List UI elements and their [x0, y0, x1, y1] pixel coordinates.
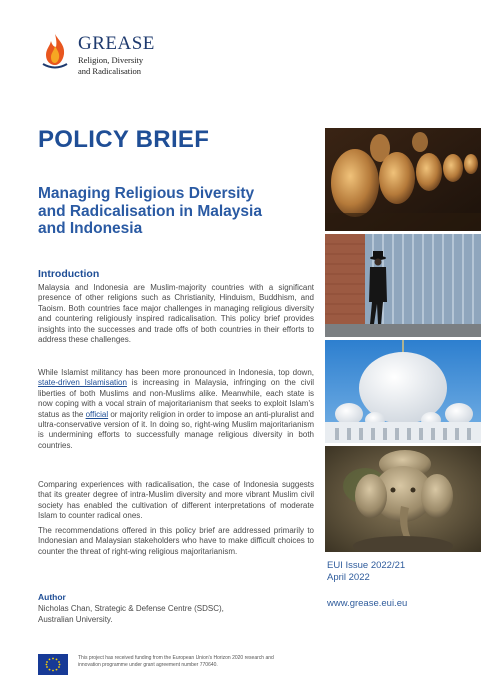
- author-line: Australian University.: [38, 614, 113, 624]
- intro-paragraph-2: [38, 368, 314, 451]
- website-link[interactable]: www.grease.eui.eu: [327, 598, 408, 609]
- grease-logo: [38, 30, 168, 80]
- intro-paragraph-4: The recommendations offered in this policy brief are addressed primarily to Indonesian and Malaysian stakeholders who have to make difficult choices to counter the threat of right-wing religious majoritarianism.: [38, 526, 314, 556]
- title-line: and Indonesia: [38, 220, 143, 237]
- author-affiliation: [38, 604, 298, 625]
- intro-paragraph-1: Malaysia and Indonesia are Muslim-majority countries with a significant presence of other religions such as Christianity, Hinduism, Buddhism, and Taoism. Both countries face major challenges in managing religious diversity and countering religiously inspired radicalisation. This policy brief provides insights into the successes and trade offs of both countries in their efforts to address these challenges.: [38, 283, 314, 345]
- issue-info: [327, 560, 405, 583]
- logo-subtitle-line: Religion, Diversity: [78, 55, 144, 65]
- official-link[interactable]: official: [85, 409, 109, 419]
- eu-funding-notice: This project has received funding from the European Union's Horizon 2020 research and innovation programme under grant agreement number 770640.: [78, 655, 274, 668]
- eu-flag-icon: [38, 654, 68, 675]
- flame-logo-icon: [40, 32, 70, 70]
- paragraph-text: is increasing in Malaysia, infringing on the civil liberties of both Muslims and non-Muslims alike. Meanwhile, each state is now coping with a vocal strain of majoritarianism that seeks to exploit Islam's status as the: [38, 378, 314, 419]
- issue-number: EUI Issue 2022/21: [327, 560, 406, 571]
- introduction-heading: Introduction: [38, 268, 100, 280]
- logo-subtitle: [78, 55, 143, 77]
- author-line: Nicholas Chan, Strategic & Defense Centre (SDSC),: [38, 604, 224, 613]
- state-driven-islamisation-link[interactable]: state-driven Islamisation: [38, 378, 127, 388]
- ganesha-statue-photo: [325, 446, 481, 552]
- title-line: Managing Religious Diversity: [38, 185, 255, 202]
- author-heading: Author: [38, 592, 66, 602]
- intro-paragraph-3: Comparing experiences with radicalisation, the case of Indonesia suggests that its greater degree of intra-Muslim diversity and more vibrant Muslim civil society has enabled the cultivation of different interpretations of moderate Islam to counter radical ones.: [38, 480, 314, 521]
- logo-title: GREASE: [78, 33, 155, 54]
- buddha-statues-photo: [325, 128, 481, 231]
- mosque-domes-photo: [325, 340, 481, 443]
- man-walking-gate-photo: [325, 234, 481, 337]
- document-title: [38, 185, 308, 238]
- paragraph-text: While Islamist militancy has been more pronounced in Indonesia, top down,: [38, 368, 314, 377]
- logo-subtitle-line: and Radicalisation: [78, 66, 142, 76]
- paragraph-text: or majority religion in order to impose an anti-pluralist and ultra-conservative version of it. In doing so, right-wing Muslim majoritarianism is undermining efforts to successfully manage religious diversity in both countries.: [38, 409, 314, 450]
- title-line: and Radicalisation in Malaysia: [38, 202, 262, 220]
- policy-brief-label: POLICY BRIEF: [38, 126, 210, 153]
- issue-date: April 2022: [327, 571, 370, 583]
